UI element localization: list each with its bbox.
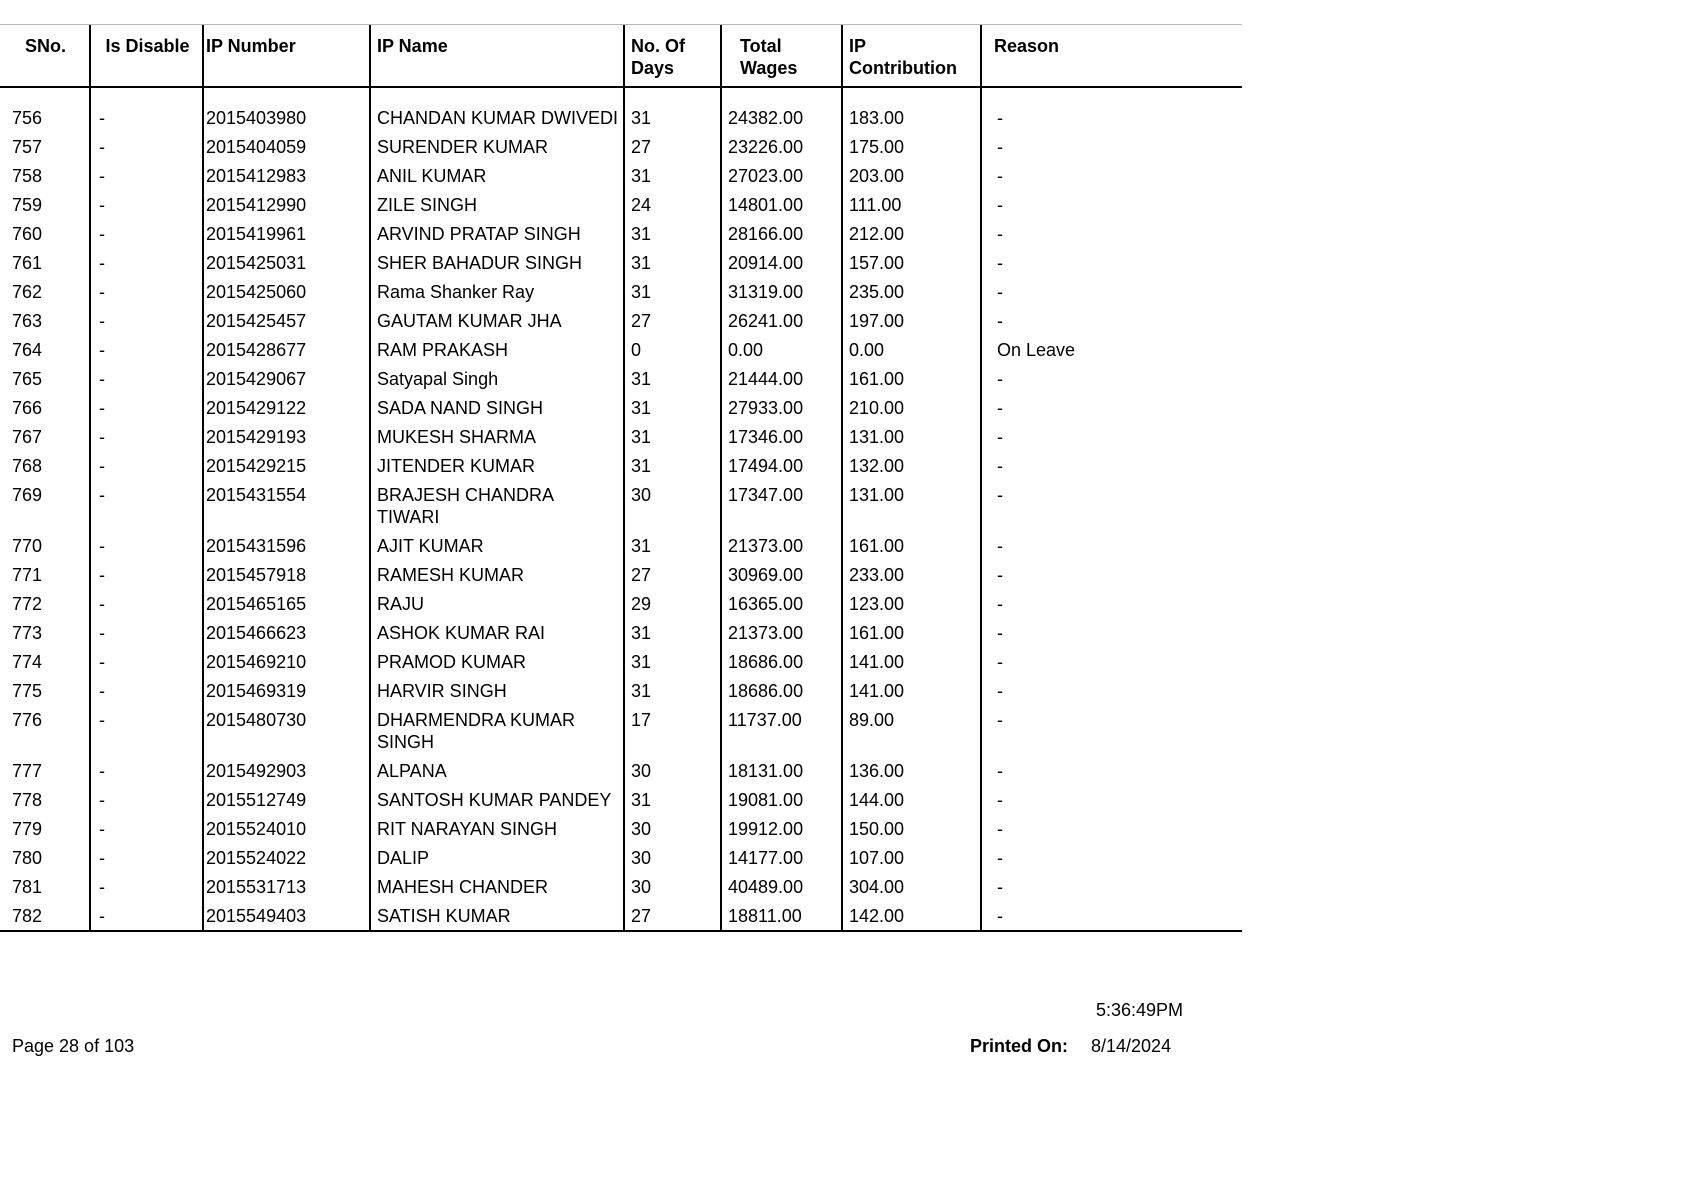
table-row: [0, 756, 1242, 785]
cell-ip-name: RAM PRAKASH: [370, 335, 624, 364]
cell-no-of-days: 31: [624, 647, 721, 676]
cell-ip-contribution: 235.00: [842, 277, 981, 306]
cell-ip-contribution: 0.00: [842, 335, 981, 364]
cell-ip-contribution: 210.00: [842, 393, 981, 422]
cell-ip-number: 2015512749: [203, 785, 370, 814]
cell-sno: 776: [0, 705, 90, 756]
cell-ip-contribution: 144.00: [842, 785, 981, 814]
cell-ip-number: 2015425457: [203, 306, 370, 335]
cell-reason: -: [997, 166, 1003, 186]
cell-ip-name: CHANDAN KUMAR DWIVEDI: [370, 87, 624, 132]
cell-no-of-days: 30: [624, 872, 721, 901]
cell-ip-number: 2015429122: [203, 393, 370, 422]
cell-reason: -: [997, 108, 1003, 128]
cell-total-wages: 27933.00: [721, 393, 842, 422]
table-row: [0, 335, 1242, 364]
cell-is-disable: -: [90, 785, 203, 814]
cell-sno: 767: [0, 422, 90, 451]
cell-ip-contribution: 123.00: [842, 589, 981, 618]
cell-sno: 765: [0, 364, 90, 393]
cell-ip-contribution: 233.00: [842, 560, 981, 589]
cell-total-wages: 17347.00: [721, 480, 842, 531]
cell-sno: 760: [0, 219, 90, 248]
cell-total-wages: 17494.00: [721, 451, 842, 480]
cell-ip-number: 2015549403: [203, 901, 370, 931]
cell-is-disable: -: [90, 618, 203, 647]
cell-no-of-days: 30: [624, 480, 721, 531]
cell-ip-name: DALIP: [370, 843, 624, 872]
cell-ip-number: 2015425031: [203, 248, 370, 277]
cell-no-of-days: 27: [624, 132, 721, 161]
cell-reason: -: [997, 761, 1003, 781]
cell-ip-name: RAMESH KUMAR: [370, 560, 624, 589]
cell-total-wages: 27023.00: [721, 161, 842, 190]
table-row: [0, 705, 1242, 756]
cell-sno: 769: [0, 480, 90, 531]
table-row: [0, 843, 1242, 872]
cell-no-of-days: 27: [624, 901, 721, 931]
table-row: [0, 647, 1242, 676]
cell-sno: 780: [0, 843, 90, 872]
cell-ip-contribution: 304.00: [842, 872, 981, 901]
cell-total-wages: 14177.00: [721, 843, 842, 872]
cell-ip-number: 2015431596: [203, 531, 370, 560]
cell-is-disable: -: [90, 647, 203, 676]
cell-is-disable: -: [90, 901, 203, 931]
table-row: [0, 393, 1242, 422]
cell-is-disable: -: [90, 756, 203, 785]
cell-is-disable: -: [90, 560, 203, 589]
cell-ip-number: 2015531713: [203, 872, 370, 901]
cell-ip-name: BRAJESH CHANDRA TIWARI: [370, 480, 624, 531]
cell-ip-number: 2015429067: [203, 364, 370, 393]
cell-ip-contribution: 150.00: [842, 814, 981, 843]
cell-is-disable: -: [90, 277, 203, 306]
cell-ip-contribution: 197.00: [842, 306, 981, 335]
cell-ip-name: PRAMOD KUMAR: [370, 647, 624, 676]
cell-ip-contribution: 141.00: [842, 676, 981, 705]
cell-ip-name: ALPANA: [370, 756, 624, 785]
cell-sno: 771: [0, 560, 90, 589]
cell-reason: -: [997, 456, 1003, 476]
cell-is-disable: -: [90, 393, 203, 422]
cell-ip-number: 2015524010: [203, 814, 370, 843]
cell-ip-number: 2015429215: [203, 451, 370, 480]
header-ip-contribution: IP Contribution: [842, 25, 981, 87]
cell-ip-name: SADA NAND SINGH: [370, 393, 624, 422]
cell-sno: 777: [0, 756, 90, 785]
cell-is-disable: -: [90, 248, 203, 277]
cell-is-disable: -: [90, 422, 203, 451]
cell-ip-number: 2015429193: [203, 422, 370, 451]
header-total-wages: Total Wages: [721, 25, 842, 87]
cell-no-of-days: 31: [624, 451, 721, 480]
cell-reason: -: [997, 623, 1003, 643]
cell-total-wages: 21444.00: [721, 364, 842, 393]
cell-ip-name: ARVIND PRATAP SINGH: [370, 219, 624, 248]
cell-is-disable: -: [90, 87, 203, 132]
cell-reason: -: [997, 195, 1003, 215]
cell-total-wages: 18811.00: [721, 901, 842, 931]
cell-ip-contribution: 157.00: [842, 248, 981, 277]
cell-no-of-days: 27: [624, 306, 721, 335]
table-row: [0, 306, 1242, 335]
cell-ip-contribution: 131.00: [842, 422, 981, 451]
cell-sno: 772: [0, 589, 90, 618]
cell-is-disable: -: [90, 843, 203, 872]
header-is-disable: Is Disable: [90, 25, 203, 87]
table-row: [0, 132, 1242, 161]
cell-reason: -: [997, 427, 1003, 447]
cell-is-disable: -: [90, 132, 203, 161]
cell-ip-contribution: 89.00: [842, 705, 981, 756]
cell-reason: -: [997, 536, 1003, 556]
cell-reason: -: [997, 710, 1003, 730]
cell-ip-number: 2015412983: [203, 161, 370, 190]
cell-sno: 763: [0, 306, 90, 335]
cell-is-disable: -: [90, 531, 203, 560]
cell-reason: On Leave: [997, 340, 1076, 360]
table-body: [0, 87, 1242, 931]
cell-ip-number: 2015524022: [203, 843, 370, 872]
cell-ip-name: RAJU: [370, 589, 624, 618]
cell-ip-name: RIT NARAYAN SINGH: [370, 814, 624, 843]
cell-ip-number: 2015480730: [203, 705, 370, 756]
cell-no-of-days: 31: [624, 277, 721, 306]
cell-sno: 779: [0, 814, 90, 843]
cell-total-wages: 0.00: [721, 335, 842, 364]
table-row: [0, 422, 1242, 451]
cell-no-of-days: 30: [624, 843, 721, 872]
cell-ip-name: SANTOSH KUMAR PANDEY: [370, 785, 624, 814]
cell-ip-name: MAHESH CHANDER: [370, 872, 624, 901]
cell-sno: 764: [0, 335, 90, 364]
printed-time: 5:36:49PM: [1096, 1000, 1184, 1020]
cell-is-disable: -: [90, 190, 203, 219]
cell-reason: -: [997, 848, 1003, 868]
cell-reason: -: [997, 681, 1003, 701]
cell-sno: 768: [0, 451, 90, 480]
table-row: [0, 87, 1242, 132]
cell-ip-name: GAUTAM KUMAR JHA: [370, 306, 624, 335]
cell-total-wages: 30969.00: [721, 560, 842, 589]
cell-no-of-days: 29: [624, 589, 721, 618]
cell-ip-name: SURENDER KUMAR: [370, 132, 624, 161]
cell-is-disable: -: [90, 589, 203, 618]
table-row: [0, 676, 1242, 705]
cell-reason: -: [997, 652, 1003, 672]
cell-sno: 761: [0, 248, 90, 277]
cell-ip-contribution: 111.00: [842, 190, 981, 219]
cell-ip-name: ZILE SINGH: [370, 190, 624, 219]
cell-ip-contribution: 107.00: [842, 843, 981, 872]
cell-ip-contribution: 203.00: [842, 161, 981, 190]
table-row: [0, 451, 1242, 480]
cell-total-wages: 18131.00: [721, 756, 842, 785]
cell-ip-name: Satyapal Singh: [370, 364, 624, 393]
cell-reason: -: [997, 594, 1003, 614]
cell-sno: 773: [0, 618, 90, 647]
cell-ip-number: 2015431554: [203, 480, 370, 531]
cell-ip-contribution: 161.00: [842, 364, 981, 393]
header-no-of-days: No. Of Days: [624, 25, 721, 87]
cell-reason: -: [997, 398, 1003, 418]
cell-total-wages: 20914.00: [721, 248, 842, 277]
table-row: [0, 531, 1242, 560]
cell-ip-name: DHARMENDRA KUMAR SINGH: [370, 705, 624, 756]
cell-sno: 781: [0, 872, 90, 901]
cell-total-wages: 21373.00: [721, 618, 842, 647]
table-row: [0, 872, 1242, 901]
cell-ip-name: ASHOK KUMAR RAI: [370, 618, 624, 647]
cell-total-wages: 16365.00: [721, 589, 842, 618]
cell-total-wages: 17346.00: [721, 422, 842, 451]
cell-no-of-days: 31: [624, 676, 721, 705]
cell-total-wages: 18686.00: [721, 676, 842, 705]
header-ip-number: IP Number: [203, 25, 370, 87]
cell-reason: -: [997, 877, 1003, 897]
cell-ip-number: 2015425060: [203, 277, 370, 306]
cell-reason: -: [997, 137, 1003, 157]
cell-reason: -: [997, 819, 1003, 839]
cell-is-disable: -: [90, 872, 203, 901]
cell-sno: 756: [0, 87, 90, 132]
cell-no-of-days: 31: [624, 618, 721, 647]
cell-ip-number: 2015419961: [203, 219, 370, 248]
cell-ip-contribution: 132.00: [842, 451, 981, 480]
cell-is-disable: -: [90, 451, 203, 480]
cell-is-disable: -: [90, 161, 203, 190]
cell-ip-number: 2015466623: [203, 618, 370, 647]
cell-ip-number: 2015457918: [203, 560, 370, 589]
cell-ip-name: Rama Shanker Ray: [370, 277, 624, 306]
table-row: [0, 248, 1242, 277]
table-row: [0, 190, 1242, 219]
cell-ip-contribution: 141.00: [842, 647, 981, 676]
cell-no-of-days: 17: [624, 705, 721, 756]
cell-ip-name: SATISH KUMAR: [370, 901, 624, 931]
cell-no-of-days: 31: [624, 219, 721, 248]
cell-ip-number: 2015412990: [203, 190, 370, 219]
table-row: [0, 560, 1242, 589]
cell-total-wages: 14801.00: [721, 190, 842, 219]
cell-ip-number: 2015465165: [203, 589, 370, 618]
cell-ip-contribution: 175.00: [842, 132, 981, 161]
cell-ip-contribution: 183.00: [842, 87, 981, 132]
cell-sno: 774: [0, 647, 90, 676]
cell-no-of-days: 31: [624, 531, 721, 560]
cell-no-of-days: 31: [624, 393, 721, 422]
cell-is-disable: -: [90, 705, 203, 756]
contribution-table: [0, 25, 1242, 932]
table-row: [0, 277, 1242, 306]
cell-is-disable: -: [90, 814, 203, 843]
cell-total-wages: 40489.00: [721, 872, 842, 901]
cell-ip-number: 2015428677: [203, 335, 370, 364]
cell-is-disable: -: [90, 480, 203, 531]
cell-reason: -: [997, 790, 1003, 810]
cell-sno: 770: [0, 531, 90, 560]
cell-ip-name: ANIL KUMAR: [370, 161, 624, 190]
cell-ip-contribution: 142.00: [842, 901, 981, 931]
table-row: [0, 364, 1242, 393]
cell-no-of-days: 31: [624, 785, 721, 814]
cell-reason: -: [997, 369, 1003, 389]
cell-ip-name: MUKESH SHARMA: [370, 422, 624, 451]
cell-total-wages: 24382.00: [721, 87, 842, 132]
cell-sno: 775: [0, 676, 90, 705]
cell-ip-contribution: 212.00: [842, 219, 981, 248]
cell-total-wages: 11737.00: [721, 705, 842, 756]
header-ip-name: IP Name: [370, 25, 624, 87]
cell-no-of-days: 30: [624, 756, 721, 785]
table-row: [0, 589, 1242, 618]
cell-total-wages: 19081.00: [721, 785, 842, 814]
cell-ip-name: HARVIR SINGH: [370, 676, 624, 705]
cell-is-disable: -: [90, 364, 203, 393]
cell-is-disable: -: [90, 306, 203, 335]
cell-no-of-days: 31: [624, 248, 721, 277]
page-number: Page 28 of 103: [12, 1036, 135, 1056]
cell-sno: 778: [0, 785, 90, 814]
header-sno: SNo.: [0, 25, 90, 87]
contribution-table-container: [0, 24, 1242, 932]
cell-ip-contribution: 136.00: [842, 756, 981, 785]
printed-on-label: Printed On:: [970, 1036, 1068, 1056]
cell-total-wages: 26241.00: [721, 306, 842, 335]
cell-reason: -: [997, 485, 1003, 505]
cell-no-of-days: 30: [624, 814, 721, 843]
cell-sno: 759: [0, 190, 90, 219]
cell-ip-number: 2015404059: [203, 132, 370, 161]
cell-ip-number: 2015469319: [203, 676, 370, 705]
cell-total-wages: 21373.00: [721, 531, 842, 560]
cell-sno: 762: [0, 277, 90, 306]
header-reason: Reason: [981, 25, 1242, 87]
cell-total-wages: 31319.00: [721, 277, 842, 306]
cell-no-of-days: 31: [624, 364, 721, 393]
cell-reason: -: [997, 224, 1003, 244]
cell-no-of-days: 31: [624, 87, 721, 132]
cell-sno: 782: [0, 901, 90, 931]
cell-total-wages: 28166.00: [721, 219, 842, 248]
cell-ip-number: 2015492903: [203, 756, 370, 785]
cell-reason: -: [997, 253, 1003, 273]
cell-reason: -: [981, 901, 1242, 931]
cell-no-of-days: 31: [624, 161, 721, 190]
table-row: [0, 161, 1242, 190]
printed-date: 8/14/2024: [1091, 1036, 1172, 1056]
table-row: [0, 618, 1242, 647]
cell-no-of-days: 31: [624, 422, 721, 451]
table-row: [0, 901, 1242, 931]
cell-is-disable: -: [90, 676, 203, 705]
cell-ip-name: AJIT KUMAR: [370, 531, 624, 560]
cell-is-disable: -: [90, 335, 203, 364]
cell-total-wages: 18686.00: [721, 647, 842, 676]
cell-ip-name: JITENDER KUMAR: [370, 451, 624, 480]
cell-sno: 766: [0, 393, 90, 422]
cell-sno: 757: [0, 132, 90, 161]
cell-no-of-days: 24: [624, 190, 721, 219]
cell-reason: -: [997, 565, 1003, 585]
cell-no-of-days: 27: [624, 560, 721, 589]
cell-reason: -: [997, 282, 1003, 302]
table-row: [0, 480, 1242, 531]
cell-ip-name: SHER BAHADUR SINGH: [370, 248, 624, 277]
cell-is-disable: -: [90, 219, 203, 248]
cell-ip-number: 2015469210: [203, 647, 370, 676]
cell-reason: -: [997, 311, 1003, 331]
cell-sno: 758: [0, 161, 90, 190]
cell-total-wages: 19912.00: [721, 814, 842, 843]
cell-total-wages: 23226.00: [721, 132, 842, 161]
cell-ip-number: 2015403980: [203, 87, 370, 132]
table-header-row: [0, 25, 1242, 87]
table-row: [0, 219, 1242, 248]
cell-ip-contribution: 131.00: [842, 480, 981, 531]
cell-ip-contribution: 161.00: [842, 531, 981, 560]
table-row: [0, 814, 1242, 843]
cell-no-of-days: 0: [624, 335, 721, 364]
table-row: [0, 785, 1242, 814]
cell-ip-contribution: 161.00: [842, 618, 981, 647]
